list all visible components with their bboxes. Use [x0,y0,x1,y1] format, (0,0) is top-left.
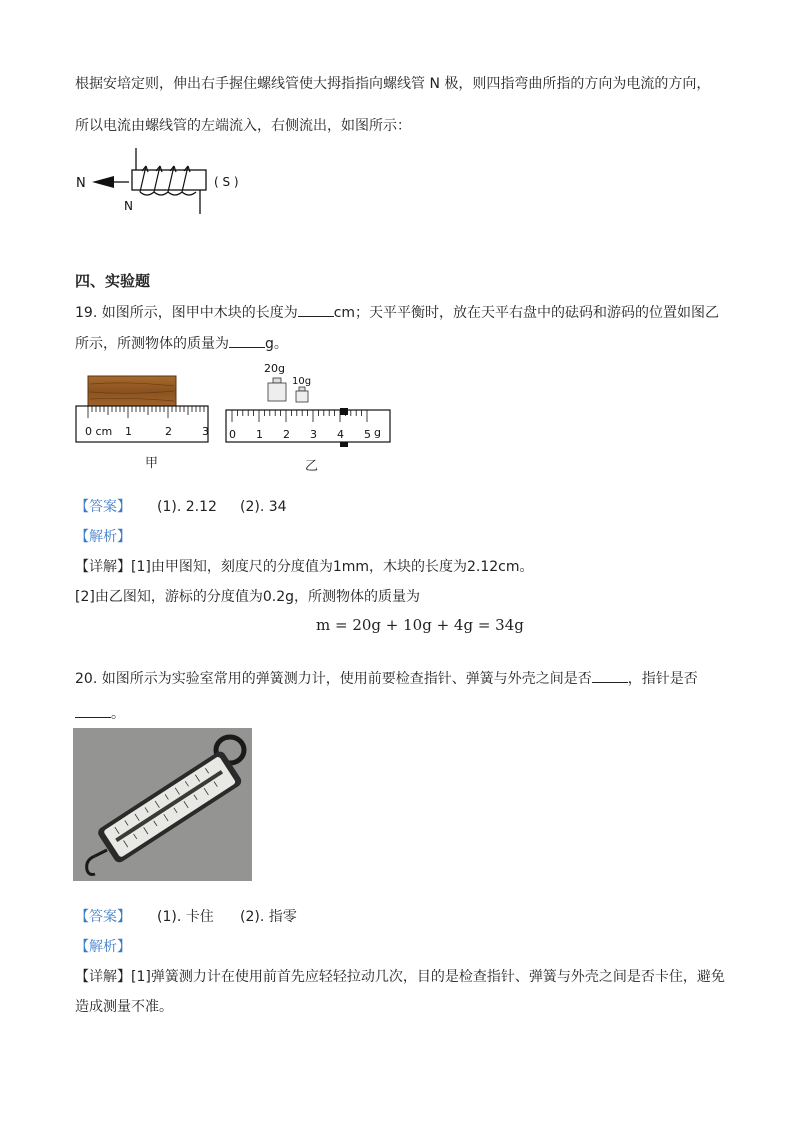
tick-label: 4 [337,428,344,441]
figure-caption-jia: 甲 [145,456,159,471]
wood-block [88,376,176,406]
weight-label-20g: 20g [264,362,285,375]
s-pole-label: ( S ) [214,175,239,189]
weight-10g [296,387,308,402]
figure-caption-yi: 乙 [305,459,319,474]
answer-tag: 【答案】 [75,499,131,515]
answer-value-1: (1). 2.12 [157,499,217,515]
tick-label: 5 [364,428,371,441]
answer-tag: 【答案】 [75,909,131,925]
detail-line [75,967,725,987]
tick-label: 3 [202,425,209,438]
answer-blank [298,302,334,317]
text: 所示，所测物体的质量为 [75,336,229,352]
answer-value-2: (2). 指零 [240,909,297,925]
weight-20g [268,378,286,401]
detail-tag: 【详解】 [75,559,131,575]
detail-line [75,557,534,577]
tick-label: 2 [283,428,290,441]
n-pole-label: N [76,176,86,191]
text: cm；天平平衡时，放在天平右盘中的砝码和游码的位置如图乙 [333,305,720,321]
detail-text: [1]弹簧测力计在使用前首先应轻轻拉动几次，目的是检查指针、弹簧与外壳之间是否卡住，避免 [131,969,725,985]
tick-label: 1 [256,428,263,441]
answer-blank [75,703,111,718]
mass-formula: m = 20g + 10g + 4g = 34g [316,616,524,634]
tick-label: 0 cm [85,425,113,438]
question-19-line2 [75,333,288,354]
analysis-tag: 【解析】 [75,939,131,955]
question-20-line2 [75,703,125,724]
tick-label: 3 [310,428,317,441]
tick-label: 0 [229,428,236,441]
text-line: 根据安培定则，伸出右手握住螺线管使大拇指指向螺线管 N 极，则四指弯曲所指的方向为电流的方向， [75,76,711,92]
ruler-figure [74,372,214,444]
weight-label-10g: 10g [292,376,312,387]
question-19-line1 [75,302,719,323]
answer-value-2: (2). 34 [240,499,287,515]
answer-blank [592,668,628,683]
tick-label: 2 [165,425,172,438]
text: 20. 如图所示为实验室常用的弹簧测力计，使用前要检查指针、弹簧与外壳之间是否 [75,671,592,687]
answer-value-1: (1). 卡住 [157,909,214,925]
solenoid-figure [74,144,254,220]
detail-text: [1]由甲图知，刻度尺的分度值为1mm，木块的长度为2.12cm。 [131,559,534,575]
analysis-tag: 【解析】 [75,529,131,545]
section-title: 四、实验题 [75,272,151,290]
question-20-line1 [75,668,698,689]
spring-scale-photo [73,728,252,881]
n-pole-label-bottom: N [124,199,133,213]
text: ，指针是否 [627,671,698,687]
balance-figure [224,358,394,454]
detail-line: [2]由乙图知，游标的分度值为0.2g，所测物体的质量为 [75,589,420,605]
text-line: 所以电流由螺线管的左端流入，右侧流出，如图所示： [75,118,411,134]
text: g。 [265,336,288,352]
text: 。 [111,706,125,722]
detail-tag: 【详解】 [75,969,131,985]
rider [340,408,348,415]
detail-line: 造成测量不准。 [75,999,173,1015]
answer-blank [229,333,265,348]
rider-shadow [340,442,348,447]
unit-label: g [374,426,381,439]
tick-label: 1 [125,425,132,438]
text: 19. 如图所示，图甲中木块的长度为 [75,305,298,321]
